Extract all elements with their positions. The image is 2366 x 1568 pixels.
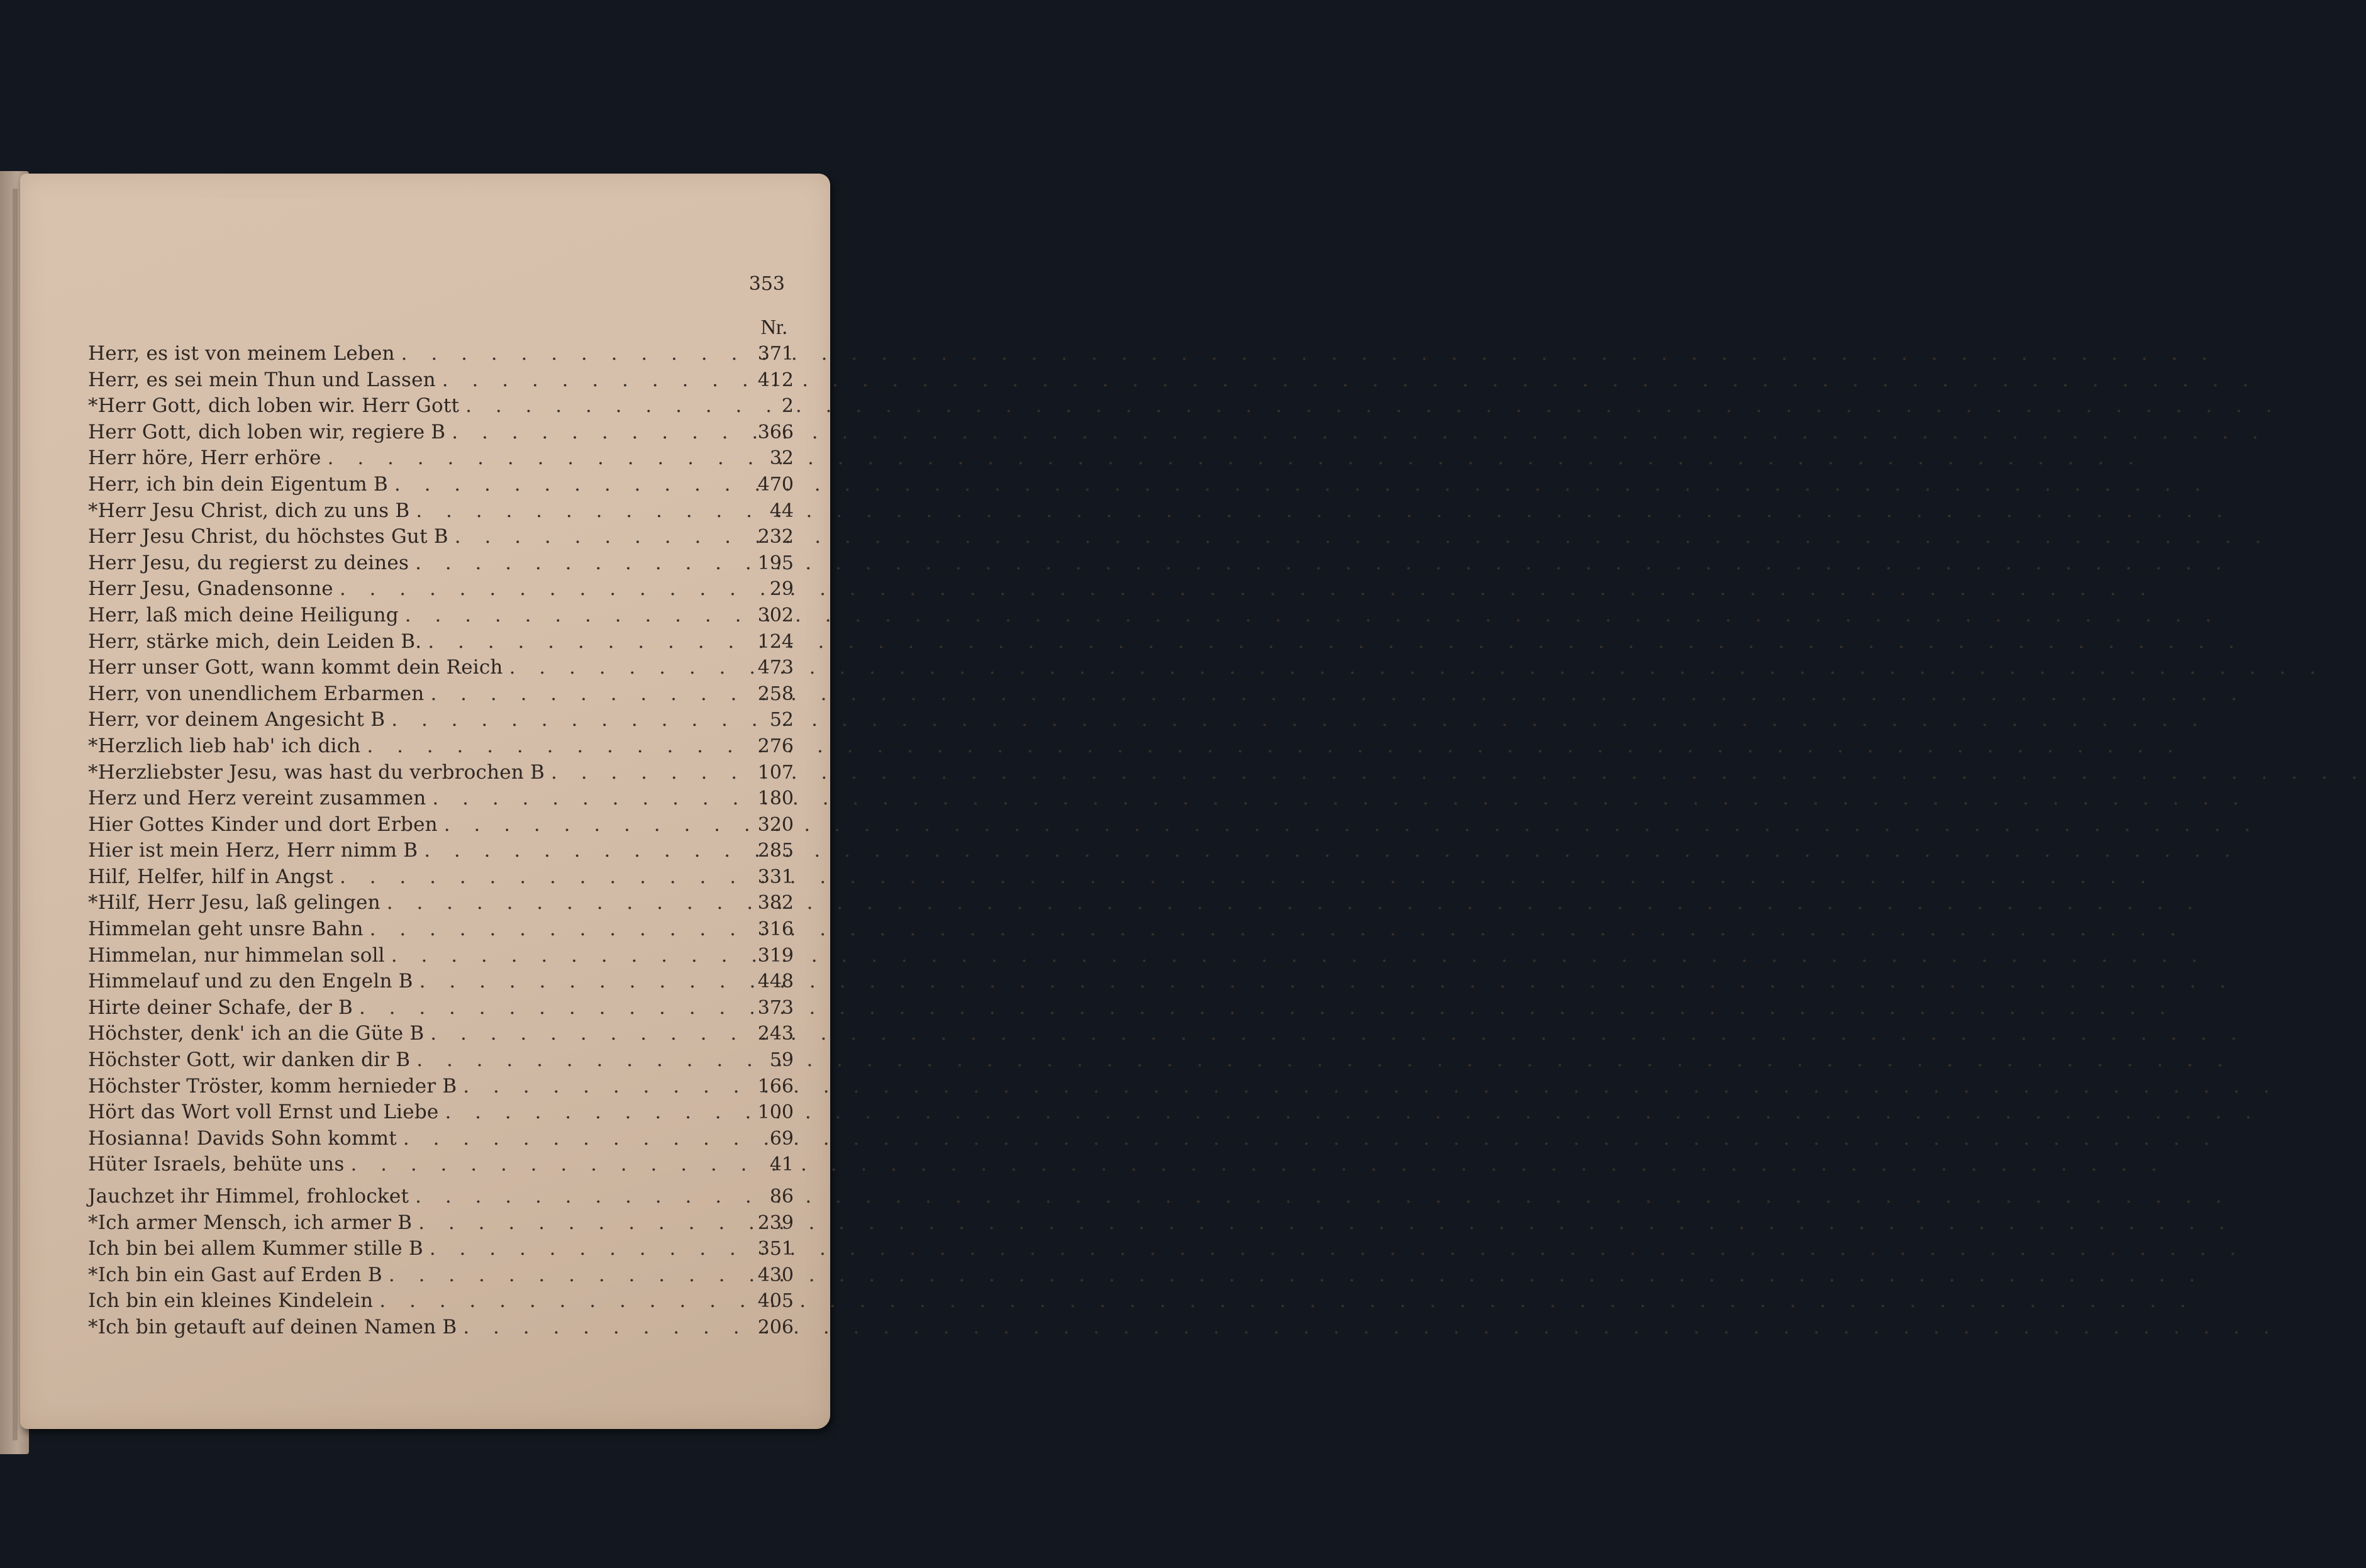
hymn-number: 86	[769, 1186, 794, 1208]
index-entry	[88, 1210, 794, 1237]
hymn-number: 302	[757, 604, 794, 626]
index-entry	[88, 864, 794, 891]
dot-leader	[442, 367, 2257, 394]
index-entry	[88, 1126, 794, 1152]
hymn-number: 382	[757, 892, 794, 915]
hymn-number: 473	[757, 657, 794, 679]
hymn-number: 32	[769, 447, 794, 470]
dot-leader	[416, 1047, 2231, 1074]
hymn-number: 319	[757, 944, 794, 967]
page-number: 353	[748, 273, 785, 295]
index-entry	[88, 576, 794, 603]
hymn-title: Herr höre, Herr erhöre	[88, 447, 321, 470]
hymn-number: 206	[757, 1316, 794, 1338]
dot-leader	[394, 472, 2209, 498]
hymn-title: Hüter Israels, behüte uns	[88, 1153, 345, 1176]
index-entry	[88, 1315, 794, 1341]
index-entry	[88, 1021, 794, 1047]
hymn-number: 239	[757, 1211, 794, 1234]
hymn-title: Hosianna! Davids Sohn kommt	[88, 1126, 397, 1150]
index-entry	[88, 707, 794, 733]
index-entry	[88, 786, 794, 812]
hymn-title: Höchster Tröster, komm hernieder B	[88, 1074, 457, 1098]
index-entry	[88, 733, 794, 760]
dot-leader	[359, 995, 2174, 1021]
hymn-title: Herr, ich bin dein Eigentum B	[88, 472, 388, 496]
hymn-number: 448	[757, 970, 794, 993]
index-entry	[88, 655, 794, 681]
hymn-title: Herr Jesu, Gnadensonne	[88, 577, 333, 601]
dot-leader	[387, 890, 2202, 916]
hymn-title: Höchster Gott, wir danken dir B	[88, 1048, 411, 1072]
hymn-title: Hört das Wort voll Ernst und Liebe	[88, 1101, 439, 1124]
hymn-number: 107	[757, 761, 794, 784]
hymn-number: 59	[769, 1049, 794, 1072]
hymn-title: *Herr Gott, dich loben wir. Herr Gott	[88, 394, 460, 418]
index-entry	[88, 472, 794, 498]
hymn-number: 320	[757, 813, 794, 836]
dot-leader	[419, 969, 2235, 995]
index-entry	[88, 629, 794, 655]
index-entry	[88, 603, 794, 629]
dot-leader	[367, 733, 2182, 760]
index-entry	[88, 341, 794, 367]
index-entry	[88, 812, 794, 838]
dot-leader	[416, 498, 2231, 525]
index-entry	[88, 550, 794, 577]
hymn-title: Jauchzet ihr Himmel, frohlocket	[88, 1185, 409, 1208]
hymn-title: Hirte deiner Schafe, der B	[88, 996, 353, 1019]
hymn-title: Herr, es ist von meinem Leben	[88, 342, 395, 365]
hymn-title: *Hilf, Herr Jesu, laß gelingen	[88, 891, 380, 915]
dot-leader	[379, 1288, 2194, 1315]
dot-leader	[432, 786, 2247, 812]
index-entry	[88, 1262, 794, 1289]
hymn-title: Herr, es sei mein Thun und Lassen	[88, 368, 436, 391]
number-column-header: Nr.	[760, 316, 787, 339]
index-entry	[88, 1047, 794, 1074]
hymn-number: 412	[757, 369, 794, 391]
hymn-number: 366	[757, 421, 794, 443]
hymn-title: *Herzliebster Jesu, was hast du verbrochen B	[88, 760, 545, 784]
index-entry	[88, 995, 794, 1021]
dot-leader	[403, 1126, 2218, 1152]
index-entry	[88, 445, 794, 472]
hymn-title: Himmelan, nur himmelan soll	[88, 943, 385, 967]
index-entry	[88, 838, 794, 864]
hymn-number: 258	[757, 682, 794, 705]
hymn-title: Herr Jesu Christ, du höchstes Gut B	[88, 525, 448, 548]
hymn-number: 52	[769, 709, 794, 731]
hymn-title: Herr, von unendlichem Erbarmen	[88, 682, 425, 705]
index-entry	[88, 760, 794, 786]
dot-leader	[424, 838, 2239, 864]
hymn-title: Herr Jesu, du regierst zu deines	[88, 551, 409, 574]
index-entry	[88, 969, 794, 995]
hymn-title: Ich bin bei allem Kummer stille B	[88, 1237, 423, 1260]
index-entry	[88, 1236, 794, 1262]
index-entry	[88, 1074, 794, 1100]
dot-leader	[415, 1184, 2230, 1210]
index-entry	[88, 890, 794, 916]
dot-leader	[389, 1262, 2204, 1289]
hymn-number: 166	[757, 1075, 794, 1098]
index-entry	[88, 1288, 794, 1315]
dot-leader	[405, 603, 2220, 629]
hymn-title: Höchster, denk' ich an die Güte B	[88, 1022, 425, 1045]
index-entry	[88, 498, 794, 525]
hymn-title: Hier ist mein Herz, Herr nimm B	[88, 839, 418, 862]
hymn-number: 331	[757, 865, 794, 888]
dot-leader	[428, 629, 2243, 655]
index-entry	[88, 1152, 794, 1178]
dot-leader	[340, 576, 2155, 603]
dot-leader	[551, 760, 2366, 786]
hymn-number: 371	[757, 343, 794, 365]
hymn-title: Herr unser Gott, wann kommt dein Reich	[88, 656, 503, 679]
dot-leader	[328, 445, 2143, 472]
hymn-title: *Herr Jesu Christ, dich zu uns B	[88, 499, 410, 522]
hymn-number: 430	[757, 1264, 794, 1286]
hymn-title: Herr, stärke mich, dein Leiden B.	[88, 630, 422, 653]
hymn-title: Herz und Herz vereint zusammen	[88, 787, 426, 810]
hymn-number: 243	[757, 1023, 794, 1045]
dot-leader	[370, 916, 2185, 943]
index-entry	[88, 916, 794, 943]
hymn-number: 44	[769, 499, 794, 522]
hymn-title: Ich bin ein kleines Kindelein	[88, 1289, 374, 1313]
dot-leader	[415, 550, 2230, 577]
index-entry	[88, 1099, 794, 1126]
hymn-title: *Ich bin getauft auf deinen Namen B	[88, 1315, 457, 1338]
dot-leader	[430, 1021, 2245, 1047]
index-group-j	[88, 1184, 794, 1341]
dot-leader	[340, 864, 2155, 891]
hymn-title: *Ich armer Mensch, ich armer B	[88, 1211, 413, 1234]
hymn-number: 29	[769, 578, 794, 601]
hymn-title: Hier Gottes Kinder und dort Erben	[88, 813, 438, 836]
hymn-title: Himmelan geht unsre Bahn	[88, 918, 364, 941]
dot-leader	[430, 681, 2245, 708]
hymn-title: Herr Gott, dich loben wir, regiere B	[88, 420, 446, 443]
hymn-title: Herr, vor deinem Angesicht B	[88, 708, 386, 731]
hymn-number: 180	[757, 787, 794, 810]
index-entry	[88, 367, 794, 394]
dot-leader	[401, 341, 2216, 367]
dot-leader	[430, 1236, 2245, 1262]
hymn-number: 195	[757, 552, 794, 574]
hymn-title: *Ich bin ein Gast auf Erden B	[88, 1263, 382, 1286]
hymn-number: 405	[757, 1290, 794, 1313]
hymn-number: 69	[769, 1127, 794, 1150]
index-entry	[88, 393, 794, 420]
hymn-title: Hilf, Helfer, hilf in Angst	[88, 865, 333, 888]
hymn-title: Herr, laß mich deine Heiligung	[88, 603, 399, 626]
hymn-number: 41	[769, 1154, 794, 1176]
dot-leader	[444, 812, 2259, 838]
hymn-number: 316	[757, 918, 794, 941]
dot-leader	[350, 1152, 2165, 1178]
index-entry	[88, 1184, 794, 1210]
facing-page-shadow	[13, 189, 18, 1440]
hymn-title: Himmelauf und zu den Engeln B	[88, 970, 413, 993]
dot-leader	[418, 1210, 2233, 1237]
hymn-number: 276	[757, 735, 794, 757]
dot-leader	[391, 943, 2206, 969]
index-entry	[88, 420, 794, 446]
hymn-number: 470	[757, 473, 794, 496]
hymn-number: 285	[757, 840, 794, 862]
hymn-number: 100	[757, 1101, 794, 1124]
index-entry	[88, 524, 794, 550]
hymn-number: 373	[757, 996, 794, 1019]
hymn-number: 232	[757, 526, 794, 548]
hymn-number: 2	[781, 395, 794, 418]
hymn-number: 351	[757, 1238, 794, 1260]
index-entry	[88, 681, 794, 708]
dot-leader	[445, 1099, 2260, 1126]
hymn-title: *Herzlich lieb hab' ich dich	[88, 734, 361, 757]
dot-leader	[391, 707, 2206, 733]
index-entry	[88, 943, 794, 969]
hymn-number: 124	[757, 630, 794, 653]
index-group-h	[88, 341, 794, 1178]
